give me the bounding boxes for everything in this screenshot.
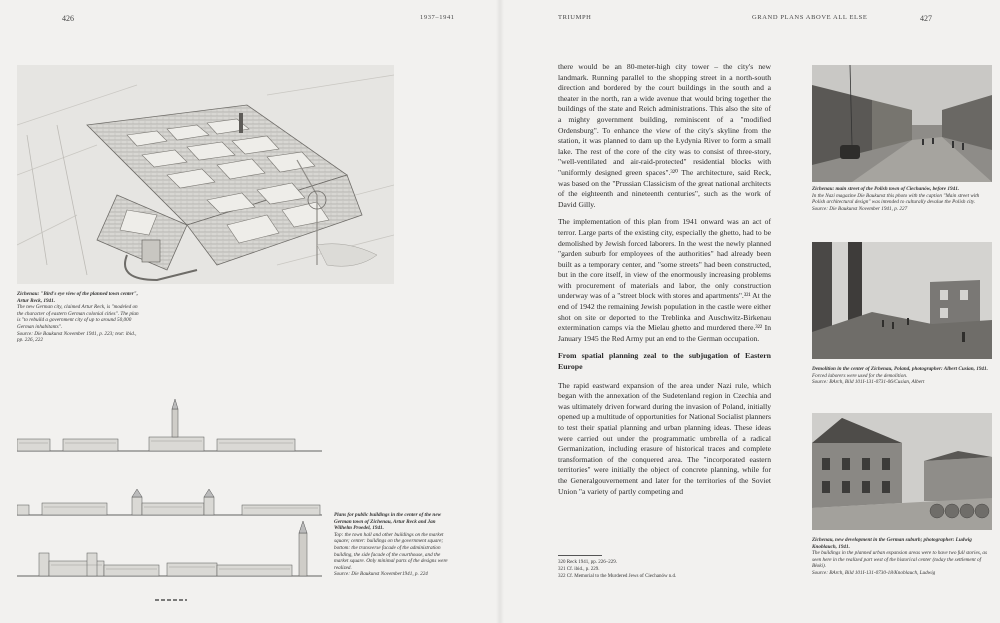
body-paragraph-1: there would be an 80-meter-high city tower – the city's new landmark. Running parallel to the shopping street in a north-south direction and bordered by the court buildings in the south and a theater in the north, ran a wide avenue that would bring together the buildings of the state and Reich administrations. This also the site of a mighty government building, reminiscent of a "modified Ordensburg". To enhance the view of the city's skyline from the station, it was planned to dam up the Łydynia River to form a small lake. The rest of the core of the city was to consist of three-story, "well-ventilated and air-raid-protected" residential blocks with "uniformly designed green spaces".³²⁰ The architecture, said Reck, was based on the "Prussian Classicism of the great national architects of the eighteenth and nineteenth centuries", such as the work of David Gilly. bbox=[558, 62, 771, 209]
photo2-caption-title: Demolition in the center of Zichenau, Poland, photographer: Albert Cusian, 1941. bbox=[812, 366, 988, 372]
main-street-photo bbox=[812, 65, 992, 182]
footnotes bbox=[558, 559, 771, 580]
right-page-number: 427 bbox=[920, 14, 932, 23]
body-paragraph-3: The rapid eastward expansion of the area under Nazi rule, which began with the annexation of the Sudetenland region in Czechia and was ultimately driven forward during the invasion of Poland, initially opened up a multitude of opportunities for National Socialist planners to test their spatial planning and urban planning ideas. These ideas were carried out under the programmatic umbrella of a radical Germanization, including erasure of historical traces and complete transformation of the conquered area. The "incorporated eastern territories" were initially the object of concrete planning, while for the Generalgouvernement and later for the territories of the Soviet Union "a variety of partly competing and bbox=[558, 380, 771, 496]
photo1-caption bbox=[812, 186, 992, 212]
footnote-rule bbox=[558, 555, 602, 556]
figure2-caption-text: Top: the town hall and other buildings on the market square; center: buildings on the government square; bottom: the transverse facade of the administration building, the side facade of the courthouse, and the market square. Only minimal parts of the designs were realized. bbox=[334, 531, 448, 571]
figure2-caption-title: Plans for public buildings in the center of the new German town of Zichenau, Artur Reck and Jan Wilhelm Proedel, 1941. bbox=[334, 512, 442, 532]
figure1-caption-source: Source: Die Baukunst November 1941, p. 223; text: ibid., pp. 226, 222 bbox=[17, 330, 137, 344]
main-street-photo-image bbox=[812, 65, 992, 182]
footnote-321: 321 Cf. ibid., p. 229. bbox=[558, 567, 600, 572]
right-running-title: GRAND PLANS ABOVE ALL ELSE bbox=[752, 14, 868, 21]
footnote-320: 320 Reck 1941, pp. 226–229. bbox=[558, 560, 618, 565]
building-elevations-illustration bbox=[17, 393, 322, 603]
footnote-322: 322 Cf. Memorial to the Murdered Jews of Ciechanów n.d. bbox=[558, 574, 677, 579]
birds-eye-view-drawing bbox=[17, 65, 394, 284]
left-page-number: 426 bbox=[62, 14, 74, 23]
photo1-caption-text: In the Nazi magazine Die Baukunst this photo with the caption "Main street with Polish architectural design" was intended to culturally devalue the Polish city. bbox=[812, 192, 980, 206]
building-elevations-drawing bbox=[17, 393, 322, 603]
birds-eye-view-illustration bbox=[17, 65, 394, 284]
figure2-caption-source: Source: Die Baukunst November1941, p. 224 bbox=[334, 571, 428, 578]
demolition-photo bbox=[812, 242, 992, 359]
new-development-photo-image bbox=[812, 413, 992, 530]
figure1-caption bbox=[17, 291, 142, 344]
new-development-photo bbox=[812, 413, 992, 530]
figure2-caption bbox=[334, 512, 454, 578]
body-paragraph-2: The implementation of this plan from 1941 onward was an act of terror. Large parts of the existing city, especially the ghetto, had to be demolished by Jewish forced laborers. In the west the newly planned "garden suburb for employees of the authorities" had already been built as a temporary center, and "some streets" had been constructed, but in the core itself, in view of the enormously increasing problems with procurement of materials and labor, the only construction underway was of a "street block with stores and apartments".³²¹ At the end of 1942 the remaining Jewish population in the castle were either shot on site or deported to the Treblinka and Auschwitz-Birkenau extermination camps via the Mielau ghetto and murdered there.³²² In January 1945 the Red Army put an end to the German occupation. bbox=[558, 217, 771, 343]
section-heading: From spatial planning zeal to the subjugation of Eastern Europe bbox=[558, 351, 771, 372]
photo3-caption bbox=[812, 537, 992, 577]
right-running-left: TRIUMPH bbox=[558, 14, 592, 21]
figure1-caption-title: Zichenau: "Bird's eye view of the planned town center", Artur Reck, 1941. bbox=[17, 291, 138, 304]
figure1-caption-text: The new German city, claimed Artur Reck, is "modeled on the character of eastern German colonial cities". The plan is "to rebuild a government city of up to around 50,000 German inhabitants". bbox=[17, 304, 139, 330]
main-text-column bbox=[558, 62, 771, 504]
photo3-caption-text: The buildings in the planned urban expansion areas were to have two full stories, as seen here in the realized part west of the historical center (today the settlement of Błoki). bbox=[812, 550, 987, 570]
photo3-caption-title: Zichenau, new development in the German suburb; photographer: Ludwig Knoblauch, 1941. bbox=[812, 537, 972, 550]
photo2-caption-text: Forced laborers were used for the demolition. bbox=[812, 372, 908, 379]
photo1-caption-source: Source: Die Baukunst November 1941, p. 227 bbox=[812, 205, 908, 212]
left-running-title: 1937–1941 bbox=[420, 14, 455, 21]
photo3-caption-source: Source: BArch, Bild 101I-131-0730-18/Knoblauch, Ludwig bbox=[812, 569, 936, 576]
demolition-photo-image bbox=[812, 242, 992, 359]
photo2-caption bbox=[812, 366, 992, 386]
photo2-caption-source: Source: BArch, Bild 101I-131-0731-06/Cusian, Albert bbox=[812, 379, 925, 386]
right-page bbox=[500, 0, 1000, 623]
photo1-caption-title: Zichenau: main street of the Polish town of Ciechanów, before 1941. bbox=[812, 186, 960, 192]
